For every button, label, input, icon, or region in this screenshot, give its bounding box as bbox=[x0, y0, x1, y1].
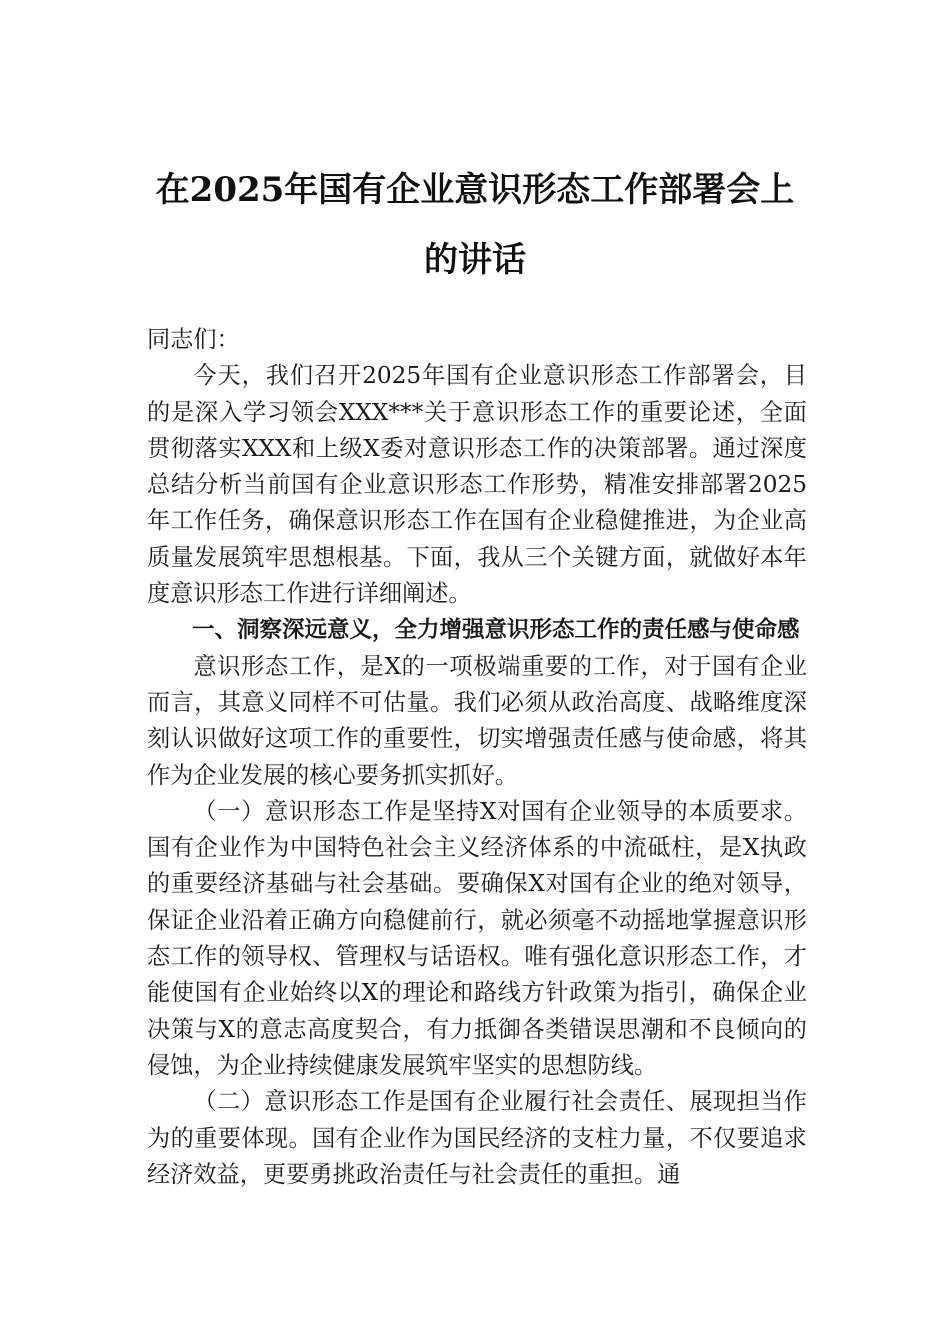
document-title-line-2: 的讲话 bbox=[424, 240, 526, 280]
section-1-heading: 一、洞察深远意义，全力增强意识形态工作的责任感与使命感 bbox=[192, 617, 800, 644]
document-body bbox=[147, 322, 807, 1193]
section-1-paragraph: 意识形态工作，是X的一项极端重要的工作，对于国有企业而言，其意义同样不可估量。我们必须从政治高度、战略维度深刻认识做好这项工作的重要性，切实增强责任感与使命感，将其作为企业发展的核心要务抓实抓好。 bbox=[147, 652, 807, 789]
point-2-paragraph: （二）意识形态工作是国有企业履行社会责任、展现担当作为的重要体现。国有企业作为国民经济的支柱力量，不仅要追求经济效益，更要勇挑政治责任与社会责任的重担。通 bbox=[147, 1088, 807, 1188]
salutation: 同志们： bbox=[147, 326, 240, 353]
point-1-paragraph: （一）意识形态工作是坚持X对国有企业领导的本质要求。国有企业作为中国特色社会主义经济体系的中流砥柱，是X执政的重要经济基础与社会基础。要确保X对国有企业的绝对领导，保证企业沿着正确方向稳健前行，就必须毫不动摇地掌握意识形态工作的领导权、管理权与话语权。唯有强化意识形态工作，才能使国有企业始终以X的理论和路线方针政策为指引，确保企业决策与X的意志高度契合，有力抵御各类错误思潮和不良倾向的侵蚀，为企业持续健康发展筑牢坚实的思想防线。 bbox=[147, 797, 807, 1079]
intro-paragraph: 今天，我们召开2025年国有企业意识形态工作部署会，目的是深入学习领会XXX***关于意识形态工作的重要论述，全面贯彻落实XXX和上级X委对意识形态工作的决策部署。通过深度总结分析当前国有企业意识形态工作形势，精准安排部署2025年工作任务，确保意识形态工作在国有企业稳健推进，为企业高质量发展筑牢思想根基。下面，我从三个关键方面，就做好本年度意识形态工作进行详细阐述。 bbox=[147, 362, 807, 608]
document-title-line-1: 在2025年国有企业意识形态工作部署会上 bbox=[155, 170, 795, 210]
